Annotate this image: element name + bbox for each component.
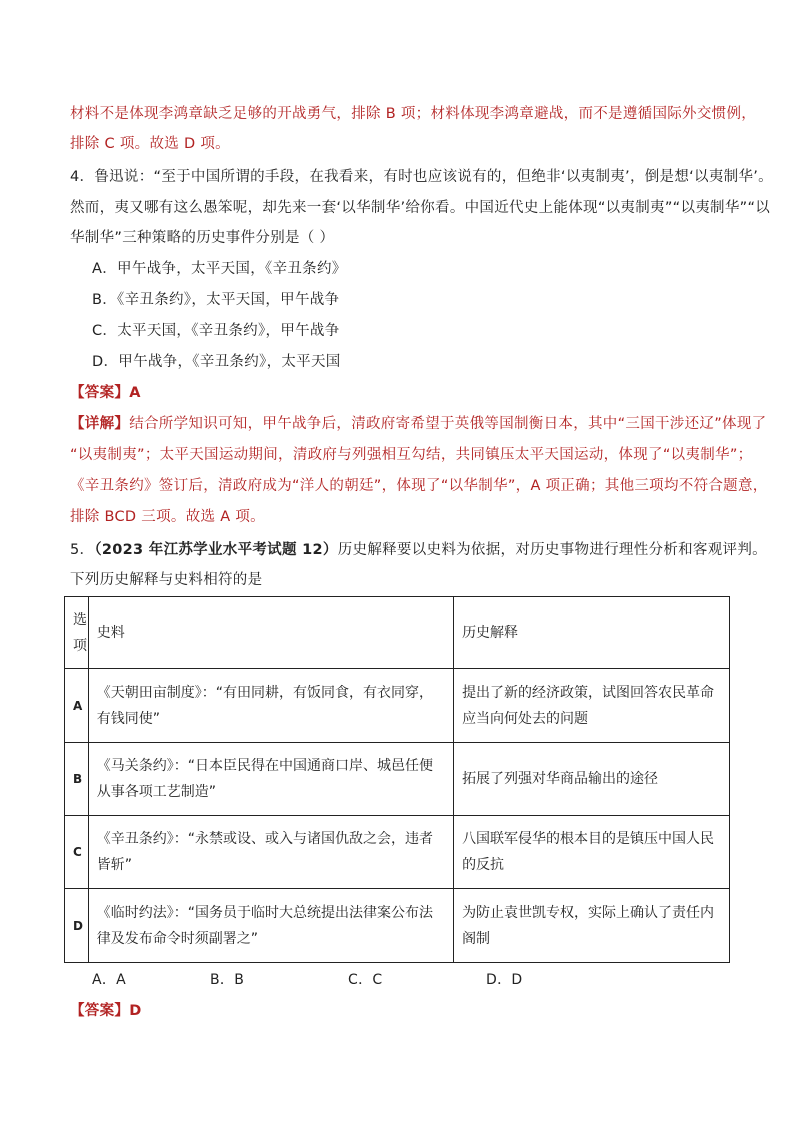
header-explanation: 历史解释 — [454, 597, 730, 669]
row-explanation: 提出了新的经济政策，试图回答农民革命应当向何处去的问题 — [454, 669, 730, 743]
q4-option-c: C．太平天国，《辛丑条约》，甲午战争 — [92, 323, 340, 339]
q4-detail-line-1 — [70, 414, 766, 434]
q4-answer-value: A — [129, 385, 141, 401]
row-source: 《辛丑条约》：“永禁或设、或入与诸国仇敌之会，违者皆斩” — [88, 816, 453, 889]
row-explanation: 拓展了列强对华商品输出的途径 — [454, 743, 730, 816]
q4-option-d: D．甲午战争，《辛丑条约》，太平天国 — [92, 354, 341, 370]
q5-answer-value: D — [129, 1003, 142, 1019]
table-header-row — [65, 597, 730, 669]
q4-answer-label: 【答案】 — [70, 385, 130, 401]
row-option: B — [65, 743, 89, 816]
q5-number: 5． — [70, 542, 95, 558]
q5-choice-b: B．B — [210, 972, 245, 988]
table-row — [65, 743, 730, 816]
table-row — [65, 669, 730, 743]
table-row — [65, 889, 730, 963]
q5-table — [64, 596, 730, 963]
q4-answer — [70, 383, 141, 403]
prev-answer-line-1: 材料不是体现李鸿章缺乏足够的开战勇气，排除 B 项；材料体现李鸿章避战，而不是遵循国际外交惯例， — [70, 106, 757, 122]
q5-source: （2023 年江苏学业水平考试题 12） — [94, 542, 338, 558]
q4-detail-line-3: 《辛丑条约》签订后，清政府成为“洋人的朝廷”，体现了“以华制华”，A 项正确；其他三项均不符合题意， — [70, 478, 768, 494]
row-source: 《临时约法》：“国务员于临时大总统提出法律案公布法律及发布命令时须副署之” — [88, 889, 453, 963]
q5-choice-a: A．A — [92, 972, 127, 988]
row-option: C — [65, 816, 89, 889]
q4-detail-line-4: 排除 BCD 三项。故选 A 项。 — [70, 509, 265, 525]
prev-answer-line-2: 排除 C 项。故选 D 项。 — [70, 136, 230, 152]
q5-stem-rest: 历史解释要以史料为依据，对历史事物进行理性分析和客观评判。 — [337, 542, 767, 558]
q4-detail-label: 【详解】 — [70, 416, 130, 432]
q5-stem-line-1 — [70, 540, 767, 560]
row-option: D — [65, 889, 89, 963]
q5-answer-label: 【答案】 — [70, 1003, 130, 1019]
q4-option-b: B．《辛丑条约》，太平天国，甲午战争 — [92, 292, 340, 308]
header-source: 史料 — [88, 597, 453, 669]
q4-detail-text-1: 结合所学知识可知，甲午战争后，清政府寄希望于英俄等国制衡日本，其中“三国干涉还辽”体现了 — [129, 416, 767, 432]
row-explanation: 八国联军侵华的根本目的是镇压中国人民的反抗 — [454, 816, 730, 889]
q4-option-a: A．甲午战争，太平天国，《辛丑条约》 — [92, 261, 347, 277]
table-row — [65, 816, 730, 889]
q4-stem-line-2: 然而，夷又哪有这么愚笨呢，却先来一套‘以华制华’给你看。中国近代史上能体现“以夷制夷”“以夷制华”“以 — [70, 200, 771, 216]
row-explanation: 为防止袁世凯专权，实际上确认了责任内阁制 — [454, 889, 730, 963]
row-option: A — [65, 669, 89, 743]
row-source: 《天朝田亩制度》：“有田同耕，有饭同食，有衣同穿，有钱同使” — [88, 669, 453, 743]
q5-choice-d: D．D — [486, 972, 523, 988]
q5-stem-line-2: 下列历史解释与史料相符的是 — [70, 572, 263, 588]
q4-stem-line-3: 华制华”三种策略的历史事件分别是（ ） — [70, 230, 335, 246]
q5-choice-c: C．C — [348, 972, 383, 988]
row-source: 《马关条约》：“日本臣民得在中国通商口岸、城邑任便从事各项工艺制造” — [88, 743, 453, 816]
q4-stem-line-1: 4．鲁迅说：“至于中国所谓的手段，在我看来，有时也应该说有的，但绝非‘以夷制夷’，倒是想‘以夷制华’。 — [70, 169, 773, 185]
q5-answer — [70, 1001, 142, 1021]
q4-detail-line-2: “以夷制夷”；太平天国运动期间，清政府与列强相互勾结，共同镇压太平天国运动，体现了“以夷制华”； — [70, 447, 753, 463]
header-option: 选项 — [65, 597, 89, 669]
